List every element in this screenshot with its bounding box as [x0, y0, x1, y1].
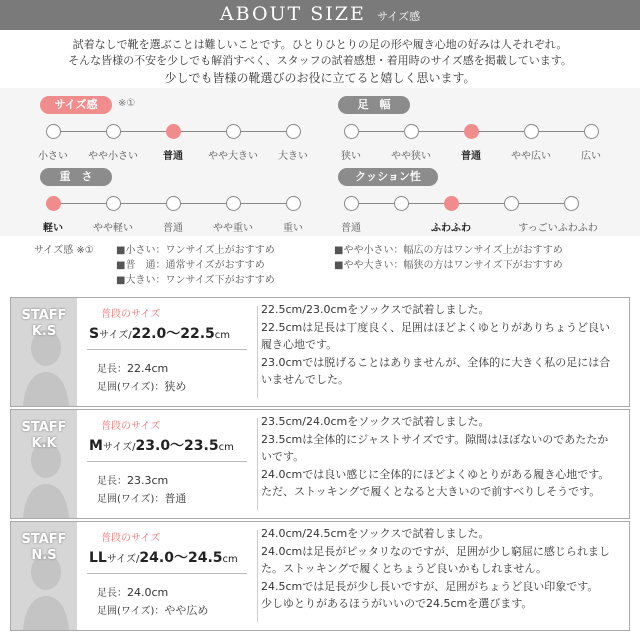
weight-label-2: やや軽い — [93, 223, 133, 234]
intro-line-3: 少しでも皆様の靴選びのお役に立てると嬉しく思います。 — [164, 71, 476, 85]
card-divider — [257, 418, 258, 510]
cushion-scale — [338, 168, 618, 236]
foot-width-value: 普通 — [164, 492, 187, 505]
comment-line-1: 22.5cm/23.0cmをソックスで試着しました。 — [261, 303, 490, 316]
cushion-dot-3-selected — [444, 196, 459, 211]
staff-photo-panel — [11, 410, 77, 518]
legend-right-2: ■やや大きい：幅狭の方はワンサイズ下がおすすめ — [334, 260, 563, 271]
legend-prefix: サイズ感 ※① — [34, 245, 94, 256]
info-divider — [87, 461, 247, 462]
weight-badge: 重 さ — [40, 168, 112, 186]
comment-line-3: 履き心地です。 — [261, 338, 338, 352]
size-feel-label-4: やや大きい — [208, 151, 258, 162]
foot-width-label: 足囲(ワイズ)： — [97, 494, 165, 505]
foot-length — [97, 584, 168, 599]
staff-card-kk — [10, 409, 630, 519]
size-letter: M — [89, 438, 103, 454]
cushion-label-3: すっごいふわふわ — [518, 223, 598, 234]
size-feel-dot-1 — [46, 124, 61, 139]
comment-line-2: 23.5cmは全体的にジャストサイズです。隙間はほぼないのであたたか — [261, 432, 609, 446]
staff-photo-panel — [11, 298, 77, 406]
size-feel-dot-4 — [226, 124, 241, 139]
size-unit: cm — [222, 554, 238, 565]
size-feel-label-1: 小さい — [38, 151, 68, 162]
foot-width-value: やや広め — [164, 604, 209, 617]
weight-label-1: 軽い — [43, 223, 63, 234]
weight-dot-1-selected — [46, 196, 61, 211]
staff-photo-panel — [11, 522, 77, 630]
width-label-2: やや狭い — [391, 151, 431, 162]
staff-label-top: STAFF — [21, 420, 67, 435]
foot-length-label: 足長： — [97, 364, 127, 375]
cushion-dot-4 — [504, 196, 519, 211]
legend-left-1: ■小さい：ワンサイズ上がおすすめ — [116, 245, 275, 256]
card-divider — [257, 306, 258, 398]
comment-line-3: た。ストッキングで履くとちょうど良いかもしれません。 — [261, 562, 547, 576]
foot-length-value: 23.3cm — [127, 474, 169, 487]
comment-line-5: ただ、ストッキングで履くとなると大きいので前すべりしそうです。 — [261, 485, 601, 499]
comment-line-4: 24.5cmでは足長が少し長いですが、足囲がちょうど良い印象です。 — [261, 579, 599, 593]
foot-length-label: 足長： — [97, 588, 127, 599]
size-letter: S — [89, 326, 100, 342]
cushion-dot-5 — [564, 196, 579, 211]
width-badge: 足 幅 — [338, 96, 410, 114]
size-range: 22.0〜22.5 — [131, 326, 215, 342]
staff-label-top: STAFF — [21, 532, 67, 547]
comment-line-5: いませんでした。 — [261, 373, 349, 387]
usual-size-line — [89, 547, 238, 567]
width-label-4: やや広い — [511, 151, 551, 162]
intro-line-1: 試着なしで靴を選ぶことは難しいことです。ひとりひとりの足の形や履き心地の好みは人それぞれ。 — [72, 38, 568, 51]
info-divider — [87, 573, 247, 574]
staff-size-info — [77, 410, 257, 518]
staff-card-ks — [10, 297, 630, 407]
cushion-track — [351, 203, 571, 204]
size-feel-dot-5 — [286, 124, 301, 139]
size-unit: cm — [218, 442, 234, 453]
cushion-badge: クッション性 — [338, 168, 438, 186]
width-label-5: 広い — [581, 151, 601, 162]
size-letter: LL — [89, 550, 107, 566]
usual-size-line — [89, 435, 234, 455]
cushion-label-2: ふわふわ — [431, 223, 471, 234]
staff-comment — [261, 301, 627, 389]
foot-width — [97, 378, 186, 394]
cushion-label-1: 普通 — [341, 223, 361, 234]
foot-length — [97, 472, 168, 487]
legend-left-3: ■大きい：ワンサイズ下がおすすめ — [116, 275, 275, 286]
staff-size-info — [77, 522, 257, 630]
weight-label-4: やや重い — [213, 223, 253, 234]
width-label-1: 狭い — [341, 151, 361, 162]
foot-length-value: 22.4cm — [127, 362, 169, 375]
size-word: サイズ/ — [102, 442, 136, 453]
weight-label-5: 重い — [283, 223, 303, 234]
weight-dot-3 — [166, 196, 181, 211]
size-feel-label-3: 普通 — [163, 151, 183, 162]
foot-width — [97, 490, 186, 506]
card-divider — [257, 530, 258, 622]
size-range: 23.0〜23.5 — [135, 438, 219, 454]
width-dot-4 — [524, 124, 539, 139]
usual-size-line — [89, 323, 230, 343]
legend-left-2: ■普 通：通常サイズがおすすめ — [116, 260, 265, 271]
comment-line-2: 22.5cmは足長は丁度良く、足囲はほどよくゆとりがありちょうど良い — [261, 320, 611, 334]
foot-width-value: 狭め — [164, 380, 187, 393]
staff-label-initials: K.S — [31, 324, 57, 339]
foot-width-label: 足囲(ワイズ)： — [97, 382, 165, 393]
staff-label-top: STAFF — [21, 308, 67, 323]
cushion-dot-2 — [394, 196, 409, 211]
size-feel-label-2: やや小さい — [88, 151, 138, 162]
comment-line-4: 23.0cmでは脱げることはありませんが、全体的に大きく私の足には合 — [261, 355, 611, 369]
comment-line-3: いです。 — [261, 450, 305, 464]
size-feel-scale — [40, 96, 320, 164]
width-scale — [338, 96, 618, 164]
width-dot-3-selected — [464, 124, 479, 139]
comment-line-4: 24.0cmでは良い感じに全体的にほどよくゆとりがある履き心地です。 — [261, 467, 610, 481]
weight-scale — [40, 168, 320, 236]
foot-length — [97, 360, 168, 375]
size-word: サイズ/ — [99, 330, 132, 341]
usual-size-title: 普段のサイズ — [101, 309, 161, 320]
staff-label-initials: N.S — [31, 548, 57, 563]
size-feel-dot-2 — [106, 124, 121, 139]
size-feel-label-5: 大きい — [278, 151, 308, 162]
info-divider — [87, 349, 247, 350]
size-word: サイズ/ — [106, 554, 140, 565]
size-feel-dot-3-selected — [166, 124, 181, 139]
comment-line-1: 23.5cm/24.0cmをソックスで試着しました。 — [261, 415, 490, 428]
usual-size-title: 普段のサイズ — [101, 421, 161, 432]
width-dot-5 — [584, 124, 599, 139]
staff-card-ns — [10, 521, 630, 631]
width-dot-1 — [344, 124, 359, 139]
width-label-3: 普通 — [461, 151, 481, 162]
comment-line-1: 24.0cm/24.5cmをソックスで試着しました。 — [261, 527, 490, 540]
weight-dot-4 — [226, 196, 241, 211]
foot-width-label: 足囲(ワイズ)： — [97, 606, 165, 617]
size-feel-note: ※① — [118, 98, 136, 109]
comment-line-5: 少しゆとりがあるほうがいいので24.5cmを選びます。 — [261, 597, 533, 611]
scale-panel — [0, 88, 640, 236]
title-english: ABOUT SIZE — [219, 3, 366, 25]
staff-comment — [261, 525, 627, 613]
title-japanese: サイズ感 — [376, 10, 421, 23]
weight-dot-2 — [106, 196, 121, 211]
usual-size-title: 普段のサイズ — [101, 533, 161, 544]
cushion-dot-1 — [344, 196, 359, 211]
foot-width — [97, 602, 208, 618]
foot-length-label: 足長： — [97, 476, 127, 487]
staff-size-info — [77, 298, 257, 406]
staff-comment — [261, 413, 627, 501]
weight-dot-5 — [286, 196, 301, 211]
comment-line-2: 24.0cmは足長がピッタリなのですが、足囲が少し窮屈に感じられまし — [261, 544, 610, 558]
foot-length-value: 24.0cm — [127, 586, 169, 599]
intro-line-2: そんな皆様の不安を少しでも解消すべく、スタッフの試着感想・着用時のサイズ感を掲載しています。 — [68, 54, 572, 67]
legend-right-1: ■やや小さい：幅広の方はワンサイズ上がおすすめ — [334, 245, 563, 256]
staff-label-initials: K.K — [31, 436, 57, 451]
size-unit: cm — [214, 330, 231, 341]
size-range: 24.0〜24.5 — [139, 550, 223, 566]
width-dot-2 — [404, 124, 419, 139]
size-feel-badge: サイズ感 — [40, 96, 112, 114]
page-title — [0, 3, 640, 25]
weight-label-3: 普通 — [163, 223, 183, 234]
